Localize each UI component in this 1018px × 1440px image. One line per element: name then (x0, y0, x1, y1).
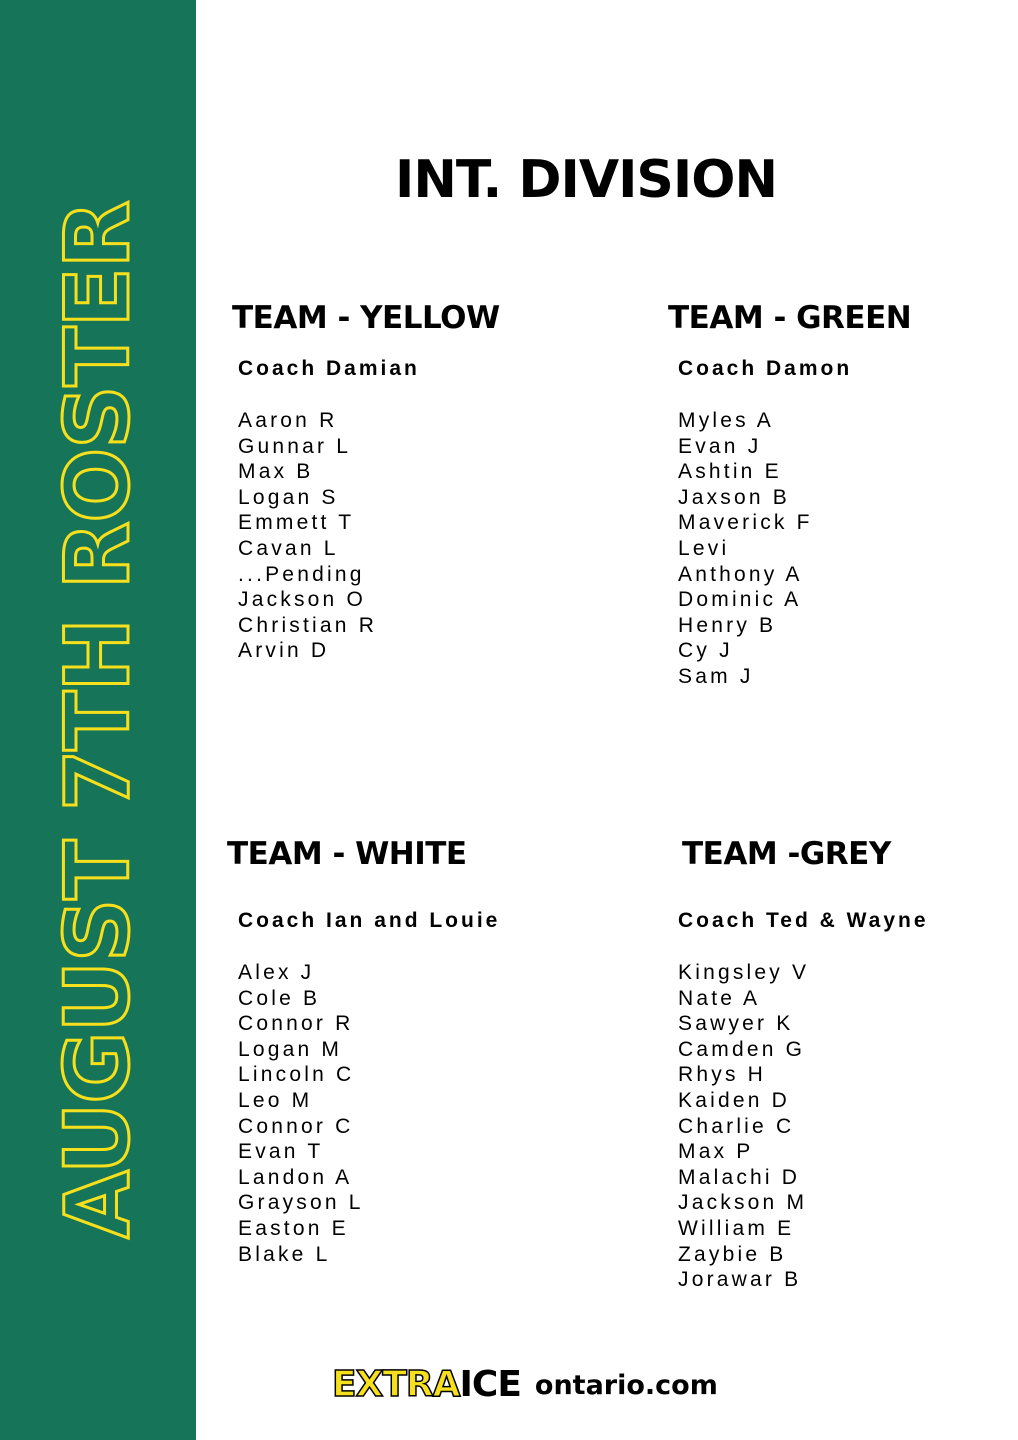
player-name: Evan T (238, 1140, 324, 1164)
player-name: ...Pending (238, 562, 365, 586)
coach-name: Coach Ted & Wayne (678, 909, 929, 932)
site-domain: ontario.com (534, 1369, 718, 1401)
coach-name: Coach Damian (238, 357, 420, 380)
team-yellow (232, 300, 500, 336)
team-title: TEAM - WHITE (227, 836, 467, 872)
extraice-logo (332, 1364, 521, 1405)
player-name: Connor C (238, 1114, 354, 1138)
team-title: TEAM - YELLOW (232, 300, 500, 336)
player-name: Levi (678, 536, 730, 560)
player-list (678, 408, 813, 690)
coach-name: Coach Damon (678, 357, 853, 380)
player-name: Myles A (678, 409, 774, 432)
player-name: Kaiden D (678, 1088, 790, 1112)
player-name: Sam J (678, 664, 754, 688)
coach-name: Coach Ian and Louie (238, 909, 501, 932)
player-name: Charlie C (678, 1114, 795, 1138)
sidebar-title: AUGUST 7TH ROSTER (46, 201, 149, 1239)
player-list (238, 408, 377, 664)
logo-ice: ICE (459, 1364, 521, 1405)
team-title: TEAM -GREY (682, 836, 891, 872)
team-green (668, 300, 911, 336)
player-name: Blake L (238, 1242, 331, 1266)
player-name: Lincoln C (238, 1063, 355, 1087)
player-name: Rhys H (678, 1063, 767, 1087)
player-name: Alex J (238, 961, 315, 984)
team-grey (682, 836, 891, 872)
player-name: Logan S (238, 485, 339, 509)
player-name: Ashtin E (678, 460, 782, 484)
player-name: Logan M (238, 1037, 343, 1061)
team-white (227, 836, 467, 872)
player-name: Sawyer K (678, 1012, 794, 1036)
player-name: Evan J (678, 434, 762, 458)
player-name: Max P (678, 1140, 754, 1164)
player-name: Cy J (678, 639, 733, 663)
player-name: Camden G (678, 1037, 806, 1061)
team-title: TEAM - GREEN (668, 300, 912, 336)
player-name: Maverick F (678, 511, 813, 535)
player-name: Henry B (678, 613, 777, 637)
footer (332, 1362, 718, 1408)
player-name: Arvin D (238, 639, 330, 663)
player-name: Easton E (238, 1216, 349, 1240)
player-name: Cole B (238, 986, 321, 1010)
player-name: Jackson M (678, 1191, 808, 1215)
player-name: Leo M (238, 1088, 313, 1112)
player-list (238, 960, 364, 1267)
player-name: Grayson L (238, 1191, 364, 1215)
player-name: Jorawar B (678, 1268, 802, 1292)
player-name: Aaron R (238, 409, 338, 432)
player-name: Connor R (238, 1012, 354, 1036)
player-name: Jaxson B (678, 485, 790, 509)
player-name: Jackson O (238, 588, 367, 612)
player-name: Max B (238, 460, 314, 484)
player-name: Christian R (238, 613, 378, 637)
player-name: Anthony A (678, 562, 803, 586)
player-name: Kingsley V (678, 961, 810, 984)
player-name: Landon A (238, 1165, 353, 1189)
sidebar (0, 0, 196, 1440)
player-name: Nate A (678, 986, 761, 1010)
player-list (678, 960, 809, 1293)
player-name: William E (678, 1216, 795, 1240)
player-name: Zaybie B (678, 1242, 787, 1266)
player-name: Gunnar L (238, 434, 352, 458)
player-name: Emmett T (238, 511, 355, 535)
logo-extra: EXTRA (332, 1364, 460, 1405)
player-name: Malachi D (678, 1165, 801, 1189)
division-title: INT. DIVISION (395, 150, 777, 210)
player-name: Dominic A (678, 588, 802, 612)
player-name: Cavan L (238, 536, 339, 560)
